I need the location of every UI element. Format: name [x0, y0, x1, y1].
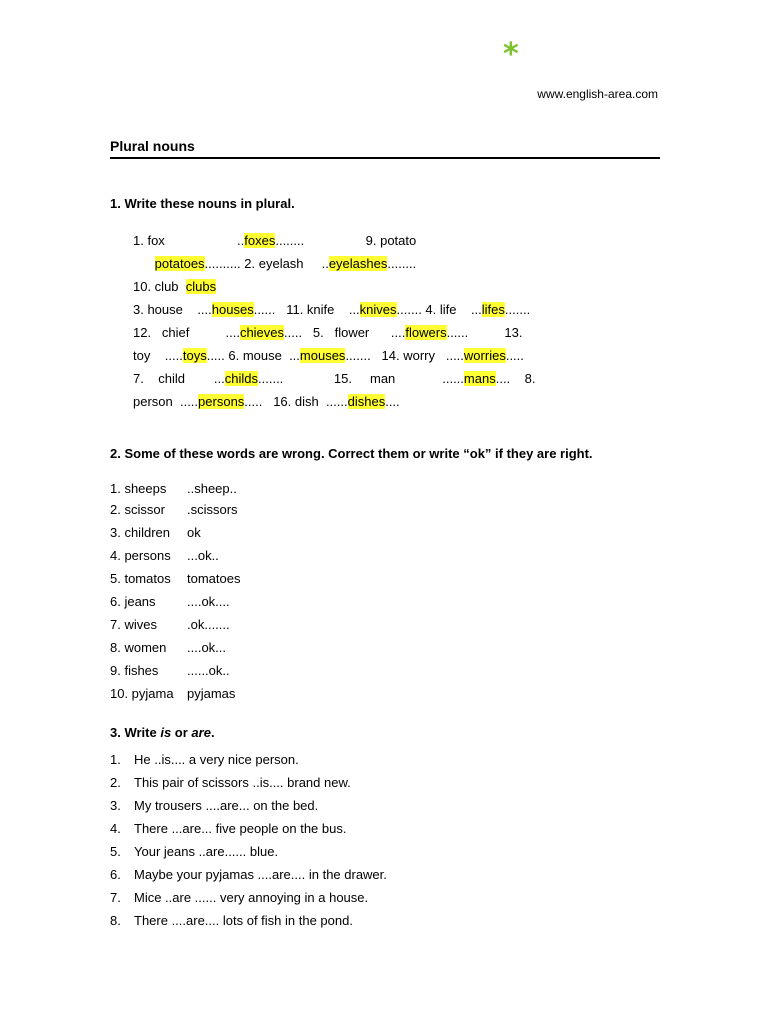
highlighted-answer: dishes: [347, 394, 386, 409]
exercise-2-answer: pyjamas: [187, 686, 236, 701]
exercise-1-text: ........: [387, 256, 417, 271]
exercise-1-text: 10. club: [133, 279, 186, 294]
exercise-2-item: [110, 544, 240, 567]
exercise-2-item: [110, 498, 240, 521]
highlighted-answer: flowers: [405, 325, 447, 340]
logo-star-icon: *: [503, 37, 519, 72]
exercise-2-heading: 2. Some of these words are wrong. Correct them or write “ok” if they are right.: [110, 446, 593, 461]
highlighted-answer: childs: [224, 371, 259, 386]
exercise-3-item: [110, 863, 387, 886]
exercise-2-word: 5. tomatos: [110, 571, 171, 586]
exercise-2-word: 10. pyjama: [110, 686, 174, 701]
exercise-2-word: 9. fishes: [110, 663, 159, 678]
exercise-2-answer: .ok.......: [187, 617, 230, 632]
highlighted-answer: foxes: [244, 233, 276, 248]
exercise-3-sentence: My trousers ....are... on the bed.: [134, 798, 319, 813]
exercise-2-word: 3. children: [110, 525, 170, 540]
exercise-1-row: [133, 390, 563, 413]
exercise-2-answer: tomatoes: [187, 571, 241, 586]
exercise-2-item: [110, 636, 240, 659]
exercise-2-answer: ..sheep..: [187, 481, 237, 496]
exercise-2-list: [110, 480, 240, 705]
exercise-1-text: ..... 16. dish ......: [244, 394, 348, 409]
exercise-1-text: ..... 5. flower ....: [284, 325, 406, 340]
highlighted-answer: clubs: [185, 279, 217, 294]
exercise-1-text: 3. house ....: [133, 302, 212, 317]
exercise-1-text: ....: [385, 394, 400, 409]
exercise-2-item: [110, 613, 240, 636]
highlighted-answer: mans: [463, 371, 496, 386]
exercise-3-heading-pre: 3. Write: [110, 725, 161, 740]
exercise-1-text: .....: [505, 348, 524, 363]
exercise-1-row: [133, 229, 563, 252]
exercise-3-sentence: Your jeans ..are...... blue.: [134, 844, 279, 859]
exercise-2-word: 1. sheeps: [110, 481, 167, 496]
exercise-1-text: toy .....: [133, 348, 183, 363]
exercise-3-number: 3.: [110, 798, 121, 813]
site-url: www.english-area.com: [537, 87, 658, 101]
exercise-2-item: [110, 682, 240, 705]
exercise-3-item: [110, 771, 387, 794]
exercise-1-heading: 1. Write these nouns in plural.: [110, 196, 295, 211]
exercise-2-answer: ......ok..: [187, 663, 230, 678]
exercise-3-item: [110, 840, 387, 863]
exercise-2-item: [110, 480, 240, 498]
exercise-1-row: [133, 367, 563, 390]
exercise-3-sentence: Maybe your pyjamas ....are.... in the drawer.: [134, 867, 387, 882]
exercise-3-number: 6.: [110, 867, 121, 882]
highlighted-answer: toys: [182, 348, 207, 363]
exercise-2-word: 8. women: [110, 640, 167, 655]
exercise-1-row: [133, 321, 563, 344]
exercise-3-sentence: There ...are... five people on the bus.: [134, 821, 347, 836]
exercise-1-text: .... 8.: [495, 371, 536, 386]
exercise-1-row: [133, 298, 563, 321]
exercise-2-word: 2. scissor: [110, 502, 165, 517]
exercise-3-heading-end: .: [210, 725, 215, 740]
exercise-3-item: [110, 886, 387, 909]
exercise-3-item: [110, 794, 387, 817]
exercise-2-answer: ....ok...: [187, 640, 227, 655]
exercise-3-sentence: There ....are.... lots of fish in the pond.: [134, 913, 353, 928]
exercise-3-sentence: He ..is.... a very nice person.: [134, 752, 299, 767]
exercise-3-number: 5.: [110, 844, 121, 859]
highlighted-answer: knives: [359, 302, 397, 317]
exercise-2-word: 7. wives: [110, 617, 157, 632]
exercise-3-heading-is: is: [160, 725, 172, 740]
exercise-1-text: ....... 15. man ......: [258, 371, 464, 386]
page-title: Plural nouns: [110, 138, 660, 159]
exercise-3-number: 1.: [110, 752, 121, 767]
exercise-3-item: [110, 909, 387, 932]
exercise-1-text: .......: [504, 302, 531, 317]
exercise-1-list: [133, 229, 563, 413]
exercise-3-number: 4.: [110, 821, 121, 836]
exercise-3-heading: [110, 725, 215, 740]
exercise-1-text: ....... 4. life ...: [396, 302, 482, 317]
exercise-2-item: [110, 567, 240, 590]
highlighted-answer: houses: [211, 302, 254, 317]
exercise-2-item: [110, 521, 240, 544]
exercise-1-text: ....... 14. worry .....: [345, 348, 464, 363]
exercise-1-text: [133, 256, 155, 271]
highlighted-answer: chieves: [239, 325, 285, 340]
highlighted-answer: mouses: [299, 348, 346, 363]
exercise-3-sentence: This pair of scissors ..is.... brand new.: [134, 775, 351, 790]
exercise-1-text: person .....: [133, 394, 199, 409]
exercise-1-text: .......... 2. eyelash ..: [204, 256, 329, 271]
exercise-1-row: [133, 344, 563, 367]
exercise-3-number: 7.: [110, 890, 121, 905]
exercise-1-text: 1. fox ..: [133, 233, 245, 248]
highlighted-answer: potatoes: [154, 256, 205, 271]
exercise-3-sentence: Mice ..are ...... very annoying in a house.: [134, 890, 369, 905]
exercise-2-answer: ....ok....: [187, 594, 230, 609]
exercise-2-answer: ok: [187, 525, 201, 540]
exercise-1-row: [133, 275, 563, 298]
exercise-3-heading-are: are: [191, 725, 211, 740]
exercise-3-number: 2.: [110, 775, 121, 790]
exercise-3-item: [110, 748, 387, 771]
exercise-1-text: 12. chief ....: [133, 325, 240, 340]
highlighted-answer: persons: [198, 394, 245, 409]
exercise-2-item: [110, 590, 240, 613]
exercise-3-number: 8.: [110, 913, 121, 928]
exercise-1-text: ..... 6. mouse ...: [206, 348, 300, 363]
exercise-2-word: 6. jeans: [110, 594, 156, 609]
exercise-3-list: [110, 748, 387, 932]
exercise-3-item: [110, 817, 387, 840]
highlighted-answer: lifes: [481, 302, 505, 317]
highlighted-answer: eyelashes: [328, 256, 388, 271]
exercise-2-item: [110, 659, 240, 682]
exercise-2-word: 4. persons: [110, 548, 171, 563]
exercise-2-answer: .scissors: [187, 502, 238, 517]
exercise-1-text: ...... 11. knife ...: [253, 302, 360, 317]
exercise-1-row: [133, 252, 563, 275]
exercise-1-text: ...... 13.: [446, 325, 523, 340]
highlighted-answer: worries: [463, 348, 506, 363]
exercise-3-heading-mid: or: [171, 725, 192, 740]
exercise-2-answer: ...ok..: [187, 548, 219, 563]
exercise-1-text: 7. child ...: [133, 371, 225, 386]
exercise-1-text: ........ 9. potato: [275, 233, 417, 248]
